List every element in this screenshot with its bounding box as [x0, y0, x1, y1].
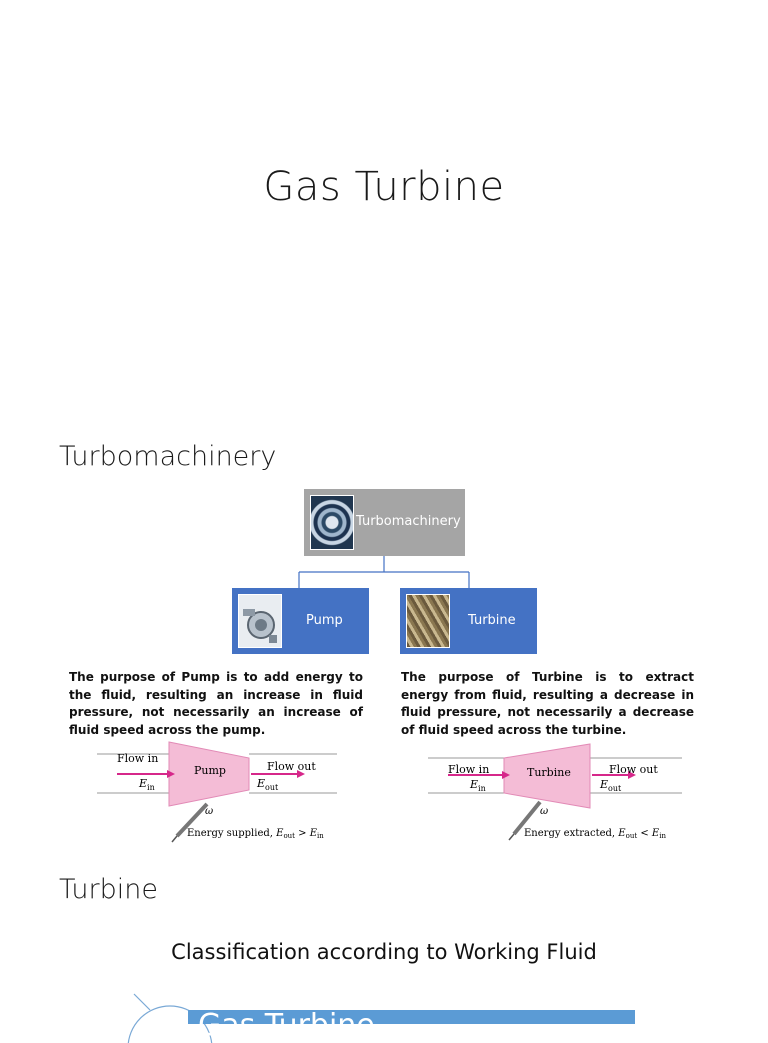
turbine-flow-in-label: Flow in [448, 763, 490, 776]
turbomachinery-box-label: Turbomachinery [356, 514, 461, 529]
turbine-box [400, 588, 537, 654]
pump-caption: Energy supplied, $E_{out} > E_{in}$ [187, 828, 324, 840]
turbine-caption: Energy extracted, $E_{out} < E_{in}$ [524, 828, 666, 840]
pump-e-out-label: $E_{out}$ [257, 777, 279, 792]
turbine-blades-image [310, 495, 354, 550]
turbine-box-label: Turbine [468, 613, 516, 628]
section-heading-turbomachinery: Turbomachinery [59, 441, 277, 472]
gas-turbine-item-bar [188, 1008, 635, 1043]
turbine-omega-label: ω [540, 806, 549, 817]
pump-box-label: Pump [306, 613, 343, 628]
pump-description: The purpose of Pump is to add energy to the fluid, resulting an increase in fluid pressure, not necessarily an increase of fluid speed across the pump. [69, 670, 363, 737]
pump-omega-label: ω [205, 806, 214, 817]
pump-image [238, 594, 282, 648]
turbine-e-in-label: $E_{in}$ [470, 778, 486, 793]
turbine-rotor-image [406, 594, 450, 648]
pump-diagram [97, 740, 337, 844]
turbine-e-out-label: $E_{out}$ [600, 778, 622, 793]
section-heading-turbine: Turbine [59, 874, 158, 905]
turbine-description: The purpose of Turbine is to extract energy from fluid, resulting a decrease in fluid pressure, not necessarily a decrease of fluid speed across the turbine. [401, 670, 694, 737]
pump-flow-in-label: Flow in [117, 752, 159, 765]
list-item-marker [120, 990, 180, 1024]
turbine-diagram [428, 742, 682, 844]
gas-turbine-item-label: Gas Turbine [198, 1008, 375, 1043]
turbine-flow-out-label: Flow out [609, 763, 658, 776]
turbomachinery-box [304, 489, 465, 556]
pump-box [232, 588, 369, 654]
pump-flow-out-label: Flow out [267, 760, 316, 773]
pump-device-label: Pump [194, 764, 226, 777]
classification-subtitle: Classification according to Working Fluid [171, 940, 597, 964]
turbine-device-label: Turbine [527, 766, 571, 779]
pump-e-in-label: $E_{in}$ [139, 777, 155, 792]
slide-title: Gas Turbine [263, 164, 505, 210]
